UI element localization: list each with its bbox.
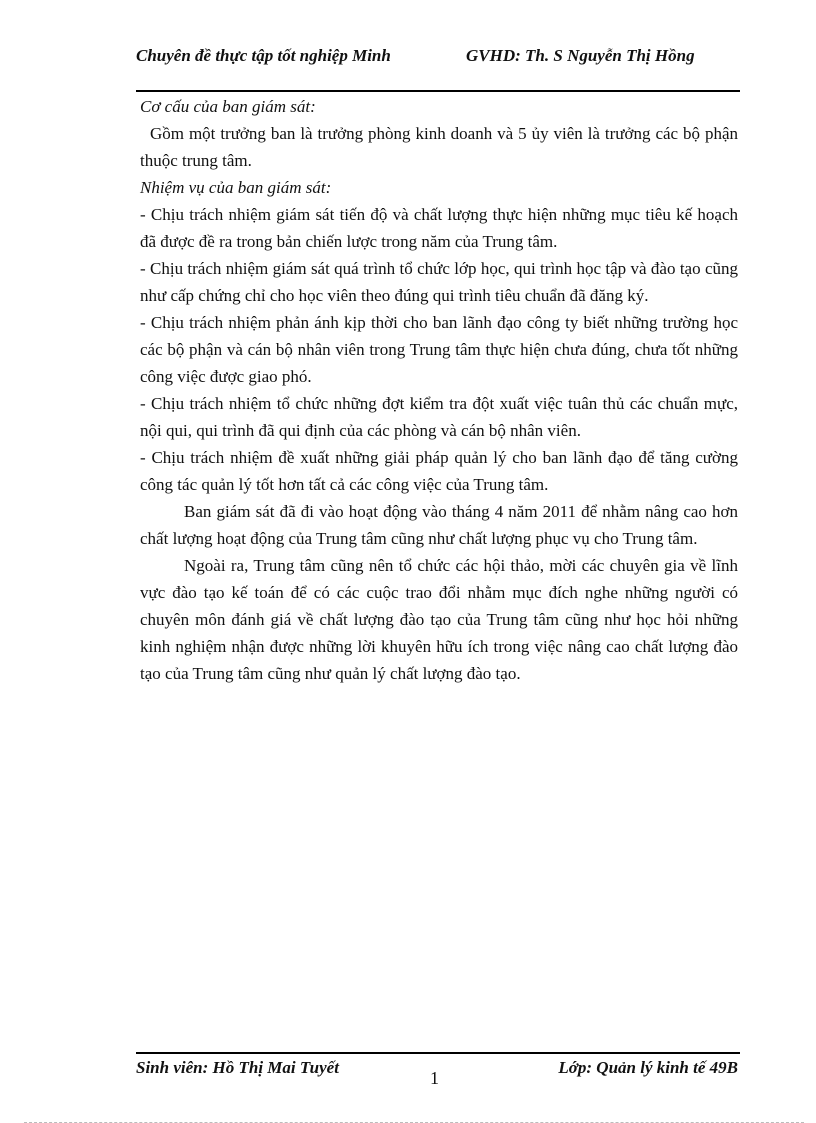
duty-item-4: - Chịu trách nhiệm tổ chức những đợt kiểm tra đột xuất việc tuân thủ các chuẩn mực, nội qui, qui trình đã qui định của các phòng và cán bộ nhân viên. [140,394,738,440]
header-divider [136,90,740,92]
section-heading-duties: Nhiệm vụ của ban giám sát: [140,178,332,197]
footer-student: Sinh viên: Hồ Thị Mai Tuyết [136,1058,339,1077]
duty-item-3: - Chịu trách nhiệm phản ánh kịp thời cho ban lãnh đạo công ty biết những trường học các bộ phận và cán bộ nhân viên trong Trung tâm thực hiện chưa đúng, chưa tốt những công việc được giao phó. [140,313,738,386]
paragraph-operation: Ban giám sát đã đi vào hoạt động vào tháng 4 năm 2011 để nhằm nâng cao hơn chất lượng hoạt động của Trung tâm cũng như chất lượng phục vụ cho Trung tâm. [140,502,738,548]
page-number: 1 [430,1068,439,1088]
section-heading-structure: Cơ cấu của ban giám sát: [140,97,316,116]
document-body [140,93,738,687]
duty-item-2: - Chịu trách nhiệm giám sát quá trình tổ chức lớp học, qui trình học tập và đào tạo cũng như cấp chứng chỉ cho học viên theo đúng qui trình tiêu chuẩn đã đăng ký. [140,259,738,305]
paragraph-structure: Gồm một trưởng ban là trưởng phòng kinh doanh và 5 ủy viên là trưởng các bộ phận thuộc trung tâm. [140,124,738,170]
header-topic: Chuyên đề thực tập tốt nghiệp Minh [136,46,391,65]
duty-item-5: - Chịu trách nhiệm đề xuất những giải pháp quản lý cho ban lãnh đạo để tăng cường công tác quản lý tốt hơn tất cả các công việc của Trung tâm. [140,448,738,494]
header-supervisor: GVHD: Th. S Nguyễn Thị Hồng [466,46,695,65]
paragraph-recommendation: Ngoài ra, Trung tâm cũng nên tổ chức các hội thảo, mời các chuyên gia về lĩnh vực đào tạo kế toán để có các cuộc trao đổi nhằm mục đích nghe những người có chuyên môn đánh giá về chất lượng đào tạo của Trung tâm cũng như học hỏi những kinh nghiệm nhận được những lời khuyên hữu ích trong việc nâng cao chất lượng đào tạo của Trung tâm cũng như quản lý chất lượng đào tạo. [140,556,738,683]
footer-class: Lớp: Quản lý kinh tế 49B [558,1058,738,1077]
footer-divider [136,1052,740,1054]
duty-item-1: - Chịu trách nhiệm giám sát tiến độ và chất lượng thực hiện những mục tiêu kế hoạch đã được đề ra trong bản chiến lược trong năm của Trung tâm. [140,205,738,251]
